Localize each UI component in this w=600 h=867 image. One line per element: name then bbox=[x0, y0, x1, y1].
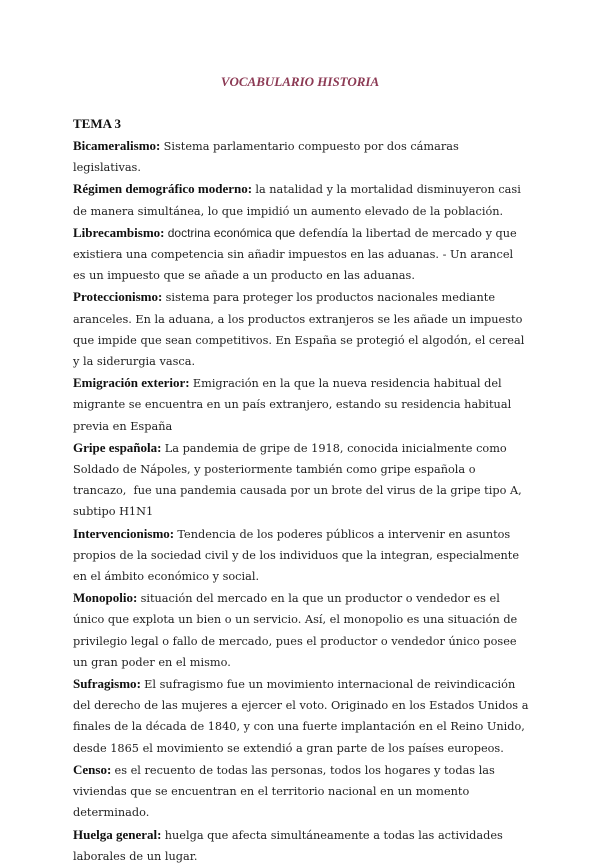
section-title: TEMA 3 bbox=[73, 116, 122, 131]
entry-separator: : bbox=[156, 138, 164, 153]
entry-separator: : bbox=[247, 181, 256, 197]
entry-definition: sistema para proteger los productos nacionales mediante aranceles. En la aduana, a los productos extranjeros se les añade un impuesto que impide que sean competitivos. En España se protegió el algodón, el cereal y la siderurgia vasca. bbox=[73, 291, 528, 369]
vocabulary-entry-bicameralismo bbox=[73, 135, 529, 178]
vocabulary-entry-intervencionismo bbox=[73, 523, 529, 588]
document-title: VOCABULARIO HISTORIA bbox=[220, 74, 380, 89]
entry-term: Censo bbox=[73, 761, 107, 777]
entry-definition: Sistema parlamentario compuesto por dos cámaras legislativas. bbox=[73, 140, 463, 175]
entry-term: Sufragismo bbox=[73, 676, 137, 692]
entry-term: Intervencionismo bbox=[73, 525, 170, 541]
entry-term: Proteccionismo bbox=[73, 289, 158, 305]
vocabulary-entry-librecambismo bbox=[73, 222, 529, 287]
vocabulary-entry-emigracion-exterior bbox=[73, 372, 529, 437]
vocabulary-entry-sufragismo bbox=[73, 673, 533, 759]
entry-term: Gripe española bbox=[73, 439, 158, 455]
entry-definition-sans: doctrina económica que bbox=[167, 225, 296, 240]
vocabulary-entry-censo bbox=[73, 759, 529, 824]
entry-term: Huelga general bbox=[73, 826, 158, 842]
entry-separator: : bbox=[106, 761, 115, 777]
entry-separator: : bbox=[157, 289, 166, 305]
entry-separator: : bbox=[160, 224, 168, 240]
entry-definition: la natalidad y la mortalidad disminuyeron casi de manera simultánea, lo que impidió un aumento elevado de la población. bbox=[73, 183, 525, 218]
entry-separator: : bbox=[185, 375, 193, 391]
vocabulary-entry-gripe-espanola bbox=[73, 437, 529, 523]
entry-definition: es el recuento de todas las personas, todos los hogares y todas las viviendas que se encuentran en el territorio nacional en un momento determinado. bbox=[73, 763, 499, 820]
entry-term: Régimen demográfico moderno bbox=[73, 181, 248, 197]
vocabulary-entry-monopolio bbox=[73, 587, 529, 673]
entry-separator: : bbox=[157, 826, 165, 842]
entry-term: Emigración exterior bbox=[73, 375, 186, 391]
entry-separator: : bbox=[136, 676, 145, 692]
entry-term: Bicameralismo bbox=[73, 138, 157, 153]
vocabulary-entry-proteccionismo bbox=[73, 286, 529, 372]
entry-definition: El sufragismo fue un movimiento internacional de reivindicación del derecho de las mujeres a ejercer el voto. Originado en los Estados Unidos a finales de la década de 1840, y con una fuerte implantación en el Reino Unido, desde 1865 el movimiento se extendió a gran parte de los países europeos. bbox=[73, 678, 533, 755]
entry-definition: Emigración en la que la nueva residencia habitual del migrante se encuentra en un país extranjero, estando su residencia habitual previa en España bbox=[73, 377, 515, 433]
entry-definition: huelga que afecta simultáneamente a todas las actividades laborales de un lugar. bbox=[73, 828, 507, 863]
entry-definition: La pandemia de gripe de 1918, conocida inicialmente como Soldado de Nápoles, y posteriormente también como gripe española o trancazo, fue una pandemia causada por un brote del virus de la gripe tipo A, subtipo H1N1 bbox=[73, 441, 526, 519]
vocabulary-list bbox=[73, 135, 533, 867]
vocabulary-entry-huelga-general bbox=[73, 824, 529, 867]
entry-definition: situación del mercado en la que un productor o vendedor es el único que explota un bien o un servicio. Así, el monopolio es una situación de privilegio legal o fallo de mercado, pues el productor o vendedor único posee un gran poder en el mismo. bbox=[73, 592, 521, 669]
entry-term: Monopolio bbox=[73, 590, 133, 606]
entry-definition: defendía la libertad de mercado y que existiera una competencia sin añadir impuestos en las aduanas. - Un arancel es un impuesto que se añade a un producto en las aduanas. bbox=[73, 226, 521, 283]
entry-separator: : bbox=[169, 525, 178, 541]
entry-term: Librecambismo bbox=[73, 224, 161, 240]
vocabulary-entry-regimen-demografico bbox=[73, 178, 529, 221]
entry-separator: : bbox=[157, 439, 165, 455]
entry-separator: : bbox=[132, 590, 141, 606]
entry-definition: Tendencia de los poderes públicos a intervenir en asuntos propios de la sociedad civil y de los individuos que la integran, especialmente en el ámbito económico y social. bbox=[73, 527, 523, 584]
